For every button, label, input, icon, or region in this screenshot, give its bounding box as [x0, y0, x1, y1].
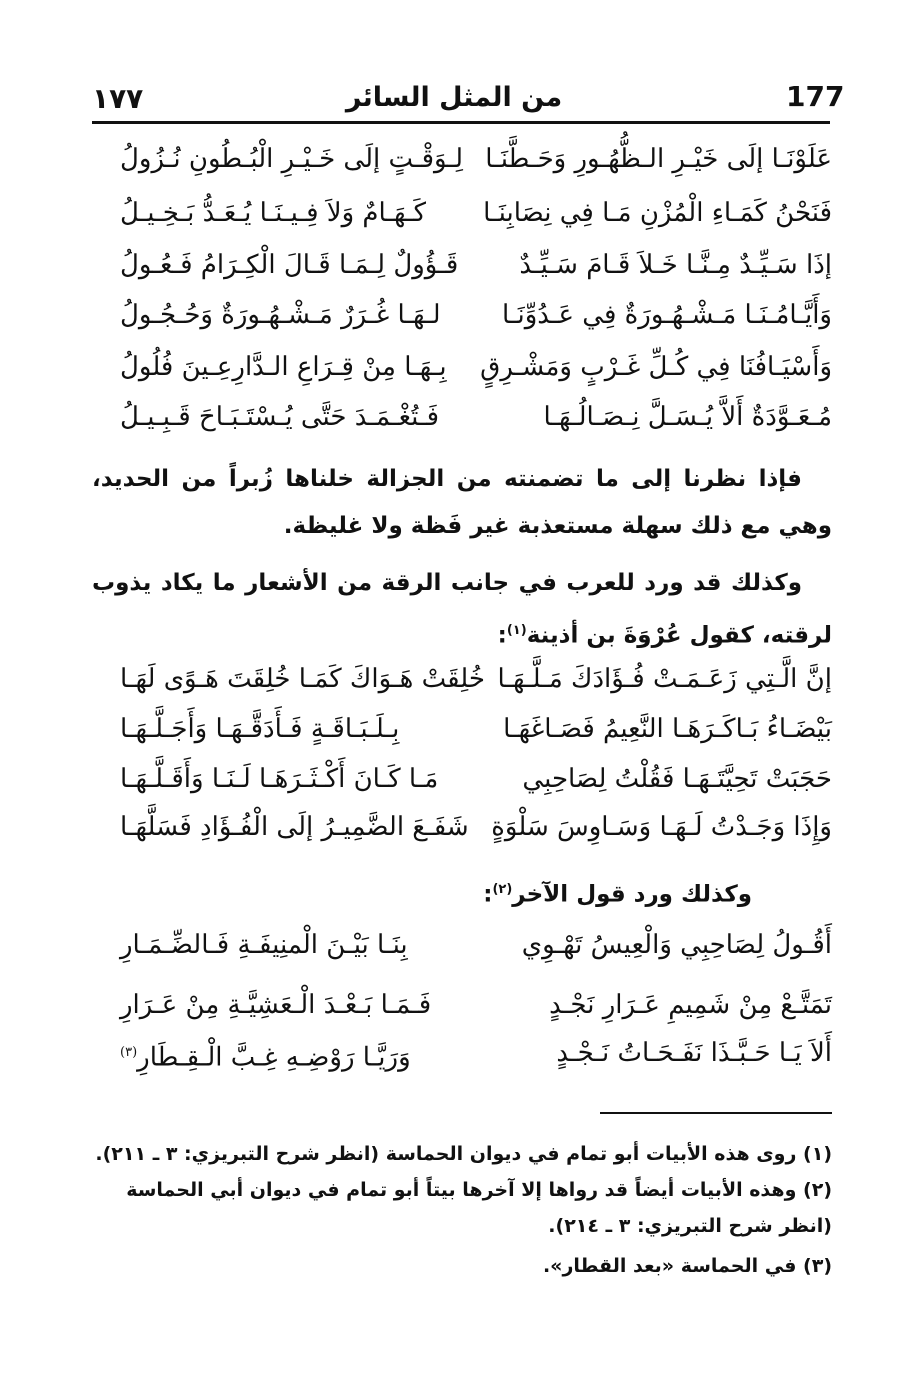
paragraph-2-colon: : — [497, 622, 507, 649]
hemistich-first: أَقُـولُ لِصَاحِبِي وَالْعِيسُ تَهْـوِي — [521, 930, 832, 960]
verse — [92, 340, 832, 394]
hemistich-first: تَمَتَّـعْ مِنْ شَمِيمِ عَـرَارِ نَجْـدٍ — [549, 990, 832, 1020]
verse — [92, 390, 832, 444]
paragraph-1: فإذا نظرنا إلى ما تضمنته من الجزالة خلناها زُبراً من الحديد، وهي مع ذلك سهلة مستعذبة غير فَظة ولا غليظة. — [92, 466, 832, 539]
hemistich-second: شَفَـعَ الضَّمِيـرُ إلَى الْفُـؤَادِ فَسَلَّهَـا — [120, 812, 469, 842]
verse — [92, 702, 832, 756]
hemistich-first: عَلَوْنَـا إلَى خَيْـرِ الـظُّهُـورِ وَحَـطَّنَـا — [485, 144, 832, 174]
running-title: من المثل السائر — [345, 82, 563, 113]
verse — [92, 752, 832, 806]
hemistich-first: مُـعَـوَّدَةٌ أَلاَّ يُـسَـلَّ نِـصَـالُـهَـا — [543, 402, 832, 432]
paragraph-2-text: وكذلك قد ورد للعرب في جانب الرقة من الأشعار ما يكاد يذوب لرقته، كقول عُرْوَةَ بن أذينة — [92, 570, 832, 649]
footnote-ref: (٣) — [120, 1045, 138, 1060]
hemistich-second: بِنَـا بَيْـنَ الْمنِيفَـةِ فَـالضِّـمَـارِ — [120, 930, 408, 960]
hemistich-second-text: وَرَيَّـا رَوْضِـهِ غِـبَّ الْـقِـطَارِ — [137, 1042, 411, 1073]
hemistich-first: إنَّ الَّـتِي زَعَـمَـتْ فُـؤَادَكَ مَـلَّـهَـا — [497, 664, 832, 694]
footnote-1: (١) روى هذه الأبيات أبو تمام في ديوان الحماسة (انظر شرح التبريزي: ٣ ـ ٢١١). — [95, 1143, 832, 1165]
verse — [92, 978, 832, 1032]
hemistich-second: كَـهَـامٌ وَلاَ فِـيـنَـا يُـعَـدُّ بَـخِـيـلُ — [120, 198, 427, 228]
hemistich-second: لِـوَقْـتٍ إلَى خَـيْـرِ الْبُـطُونِ نُـزُولُ — [120, 144, 464, 174]
verse — [92, 132, 832, 186]
verse — [92, 1026, 832, 1080]
hemistich-first: إذَا سَـيِّـدٌ مِـنَّـا خَـلاَ قَـامَ سَـيِّـدٌ — [519, 250, 832, 280]
footnote-rule — [600, 1112, 832, 1114]
verse — [92, 238, 832, 292]
hemistich-first: حَجَبَتْ تَحِيَّتَـهَـا فَقُلْتُ لِصَاحِبِي — [522, 764, 832, 794]
footnote-ref: (١) — [506, 623, 527, 638]
hemistich-first: أَلاَ يَـا حَـبَّـذَا نَفَـحَـاتُ نَـجْـدٍ — [556, 1038, 832, 1068]
verse — [92, 800, 832, 854]
verse — [92, 288, 832, 342]
hemistich-second: فَـمَـا بَـعْـدَ الْـعَشِيَّـةِ مِنْ عَـرَارِ — [120, 990, 432, 1020]
hemistich-second: بِـهَـا مِنْ قِـرَاعِ الـدَّارِعِـينَ فُلُولُ — [120, 352, 447, 382]
paragraph-3-text: وكذلك ورد قول الآخر — [512, 881, 752, 908]
hemistich-second — [120, 1026, 411, 1085]
page-number-latin: 177 — [786, 80, 845, 113]
verse — [92, 918, 832, 972]
paragraph-3 — [92, 866, 832, 919]
page-number-arabic: ١٧٧ — [92, 82, 144, 115]
paragraph-3-colon: : — [483, 881, 493, 908]
hemistich-second: فَـتُغْـمَـدَ حَتَّى يُـسْتَـبَـاحَ قَـبِـيـلُ — [120, 402, 440, 432]
verse — [92, 186, 832, 240]
verse — [92, 652, 832, 706]
footnote-3: (٣) في الحماسة «بعد القطار». — [542, 1255, 832, 1277]
hemistich-second: مَـا كَـانَ أَكْـثَـرَهَـا لَـنَـا وَأَقَـلَّـهَـا — [120, 764, 439, 794]
header-rule — [92, 121, 830, 124]
hemistich-first: وَأَسْيَـافُنَا فِي كُـلِّ غَـرْبٍ وَمَشْـرِقٍ — [480, 352, 832, 382]
hemistich-second: خُلِقَتْ هَـوَاكَ كَمَـا خُلِقَتَ هَـوًى لَهَـا — [120, 664, 485, 694]
footnote-ref: (٢) — [492, 882, 513, 897]
hemistich-second: بِـلَـبَـاقَـةٍ فَـأَدَقَّـهَـا وَأَجَـلَّـهَـا — [120, 714, 400, 744]
paragraph-2 — [92, 560, 832, 660]
hemistich-first: بَيْضَـاءُ بَـاكَـرَهَـا النَّعِيمُ فَصَـاغَهَـا — [503, 714, 832, 744]
hemistich-second: قَـؤُولٌ لِـمَـا قَـالَ الْكِـرَامُ فَـعُـولُ — [120, 250, 459, 280]
hemistich-first: وَإِذَا وَجَـدْتُ لَـهَـا وَسَـاوِسَ سَلْوَةٍ — [491, 812, 832, 842]
hemistich-second: لـهَـا غُـرَرٌ مَـشْـهُـورَةٌ وَحُـجُـولُ — [120, 300, 441, 330]
hemistich-first: وَأَيَّـامُـنَـا مَـشْـهُـورَةٌ فِي عَـدُوِّنَـا — [501, 300, 832, 330]
footnote-2: (٢) وهذه الأبيات أيضاً قد رواها إلا آخرها بيتاً أبو تمام في ديوان أبي الحماسة (انظر شرح التبريزي: ٣ ـ ٢١٤). — [126, 1179, 832, 1237]
hemistich-first: فَنَحْنُ كَمَـاءِ الْمُزْنِ مَـا فِي نِصَابِنَـا — [483, 198, 832, 228]
